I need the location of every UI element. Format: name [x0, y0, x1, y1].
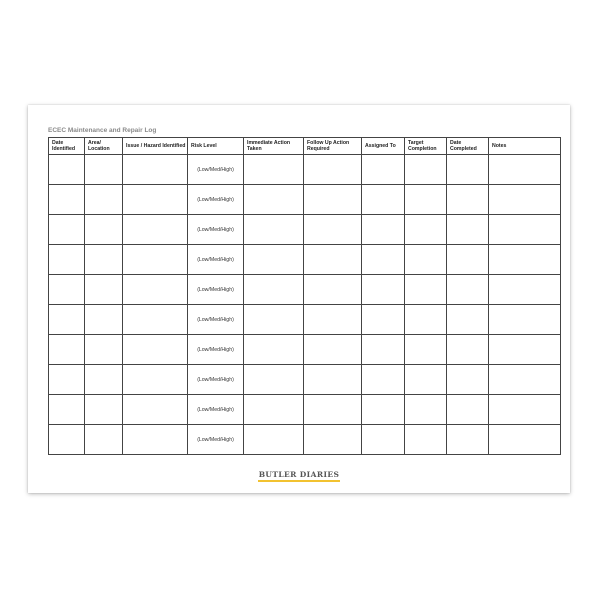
document-title: ECEC Maintenance and Repair Log [48, 127, 157, 134]
log-entry-cell[interactable] [362, 365, 405, 395]
log-entry-cell[interactable] [304, 305, 362, 335]
table-header-row [49, 138, 561, 155]
log-entry-cell[interactable] [362, 245, 405, 275]
log-entry-cell[interactable] [405, 335, 447, 365]
log-entry-cell[interactable] [244, 275, 304, 305]
log-entry-cell[interactable] [85, 305, 123, 335]
risk-level-cell[interactable]: (Low/Med/High) [188, 245, 244, 275]
log-entry-cell[interactable] [489, 395, 561, 425]
log-entry-cell[interactable] [123, 215, 188, 245]
risk-level-cell[interactable]: (Low/Med/High) [188, 185, 244, 215]
log-entry-cell[interactable] [405, 365, 447, 395]
log-entry-cell[interactable] [489, 245, 561, 275]
log-entry-cell[interactable] [85, 365, 123, 395]
log-entry-cell[interactable] [304, 335, 362, 365]
log-entry-cell[interactable] [244, 155, 304, 185]
column-header: Issue / Hazard Identified [123, 138, 188, 155]
log-entry-cell[interactable] [304, 275, 362, 305]
table-row [49, 395, 561, 425]
log-entry-cell[interactable] [85, 275, 123, 305]
log-entry-cell[interactable] [405, 155, 447, 185]
log-entry-cell[interactable] [447, 245, 489, 275]
log-entry-cell[interactable] [123, 365, 188, 395]
log-entry-cell[interactable] [489, 215, 561, 245]
column-header: Follow Up Action Required [304, 138, 362, 155]
log-entry-cell[interactable] [362, 215, 405, 245]
log-entry-cell[interactable] [123, 185, 188, 215]
log-entry-cell[interactable] [85, 425, 123, 455]
column-header: Date Completed [447, 138, 489, 155]
risk-level-cell[interactable]: (Low/Med/High) [188, 395, 244, 425]
log-sheet [28, 105, 570, 493]
table-row [49, 425, 561, 455]
log-entry-cell[interactable] [489, 335, 561, 365]
log-entry-cell[interactable] [244, 245, 304, 275]
log-entry-cell[interactable] [49, 185, 85, 215]
column-header: Assigned To [362, 138, 405, 155]
log-entry-cell[interactable] [447, 335, 489, 365]
log-entry-cell[interactable] [49, 245, 85, 275]
log-entry-cell[interactable] [405, 425, 447, 455]
log-entry-cell[interactable] [49, 155, 85, 185]
log-entry-cell[interactable] [447, 155, 489, 185]
log-entry-cell[interactable] [362, 275, 405, 305]
log-entry-cell[interactable] [49, 275, 85, 305]
log-entry-cell[interactable] [447, 275, 489, 305]
log-entry-cell[interactable] [489, 185, 561, 215]
log-entry-cell[interactable] [49, 215, 85, 245]
log-entry-cell[interactable] [244, 395, 304, 425]
log-entry-cell[interactable] [304, 425, 362, 455]
log-entry-cell[interactable] [85, 335, 123, 365]
log-entry-cell[interactable] [489, 305, 561, 335]
column-header: Area/ Location [85, 138, 123, 155]
log-entry-cell[interactable] [85, 215, 123, 245]
log-entry-cell[interactable] [362, 395, 405, 425]
log-entry-cell[interactable] [49, 395, 85, 425]
log-entry-cell[interactable] [304, 395, 362, 425]
table-row [49, 305, 561, 335]
log-entry-cell[interactable] [489, 275, 561, 305]
log-entry-cell[interactable] [85, 395, 123, 425]
risk-level-cell[interactable]: (Low/Med/High) [188, 305, 244, 335]
log-entry-cell[interactable] [304, 245, 362, 275]
risk-level-cell[interactable]: (Low/Med/High) [188, 425, 244, 455]
log-entry-cell[interactable] [447, 185, 489, 215]
log-entry-cell[interactable] [244, 215, 304, 245]
log-entry-cell[interactable] [405, 245, 447, 275]
log-entry-cell[interactable] [244, 365, 304, 395]
log-entry-cell[interactable] [447, 305, 489, 335]
log-entry-cell[interactable] [304, 185, 362, 215]
brand-logo: BUTLER DIARIES [258, 470, 341, 482]
log-entry-cell[interactable] [362, 425, 405, 455]
risk-level-cell[interactable]: (Low/Med/High) [188, 155, 244, 185]
log-entry-cell[interactable] [447, 395, 489, 425]
log-entry-cell[interactable] [244, 335, 304, 365]
maintenance-log-table [48, 137, 561, 455]
log-entry-cell[interactable] [123, 425, 188, 455]
table-row [49, 275, 561, 305]
log-entry-cell[interactable] [405, 215, 447, 245]
log-entry-cell[interactable] [362, 185, 405, 215]
log-entry-cell[interactable] [49, 305, 85, 335]
log-entry-cell[interactable] [49, 365, 85, 395]
risk-level-cell[interactable]: (Low/Med/High) [188, 275, 244, 305]
log-entry-cell[interactable] [489, 365, 561, 395]
column-header: Risk Level [188, 138, 244, 155]
log-entry-cell[interactable] [49, 335, 85, 365]
risk-level-cell[interactable]: (Low/Med/High) [188, 215, 244, 245]
log-entry-cell[interactable] [304, 155, 362, 185]
log-entry-cell[interactable] [304, 215, 362, 245]
log-entry-cell[interactable] [85, 155, 123, 185]
brand-footer [28, 464, 570, 482]
log-entry-cell[interactable] [123, 335, 188, 365]
log-entry-cell[interactable] [489, 155, 561, 185]
table-row [49, 245, 561, 275]
log-entry-cell[interactable] [244, 305, 304, 335]
log-entry-cell[interactable] [362, 305, 405, 335]
log-entry-cell[interactable] [362, 335, 405, 365]
log-entry-cell[interactable] [489, 425, 561, 455]
column-header: Date Identified [49, 138, 85, 155]
log-entry-cell[interactable] [362, 155, 405, 185]
column-header: Immediate Action Taken [244, 138, 304, 155]
table-row [49, 185, 561, 215]
log-entry-cell[interactable] [244, 425, 304, 455]
table-row [49, 215, 561, 245]
log-entry-cell[interactable] [405, 275, 447, 305]
table-body [49, 155, 561, 455]
log-entry-cell[interactable] [85, 185, 123, 215]
log-entry-cell[interactable] [405, 305, 447, 335]
table-row [49, 155, 561, 185]
log-entry-cell[interactable] [244, 185, 304, 215]
column-header: Notes [489, 138, 561, 155]
risk-level-cell[interactable]: (Low/Med/High) [188, 365, 244, 395]
log-entry-cell[interactable] [123, 305, 188, 335]
risk-level-cell[interactable]: (Low/Med/High) [188, 335, 244, 365]
log-entry-cell[interactable] [123, 245, 188, 275]
log-entry-cell[interactable] [405, 395, 447, 425]
log-entry-cell[interactable] [49, 425, 85, 455]
log-entry-cell[interactable] [85, 245, 123, 275]
log-entry-cell[interactable] [123, 155, 188, 185]
log-entry-cell[interactable] [123, 275, 188, 305]
log-entry-cell[interactable] [447, 425, 489, 455]
log-entry-cell[interactable] [447, 215, 489, 245]
log-entry-cell[interactable] [447, 365, 489, 395]
log-entry-cell[interactable] [405, 185, 447, 215]
table-row [49, 335, 561, 365]
log-entry-cell[interactable] [123, 395, 188, 425]
log-entry-cell[interactable] [304, 365, 362, 395]
column-header: Target Completion [405, 138, 447, 155]
table-row [49, 365, 561, 395]
